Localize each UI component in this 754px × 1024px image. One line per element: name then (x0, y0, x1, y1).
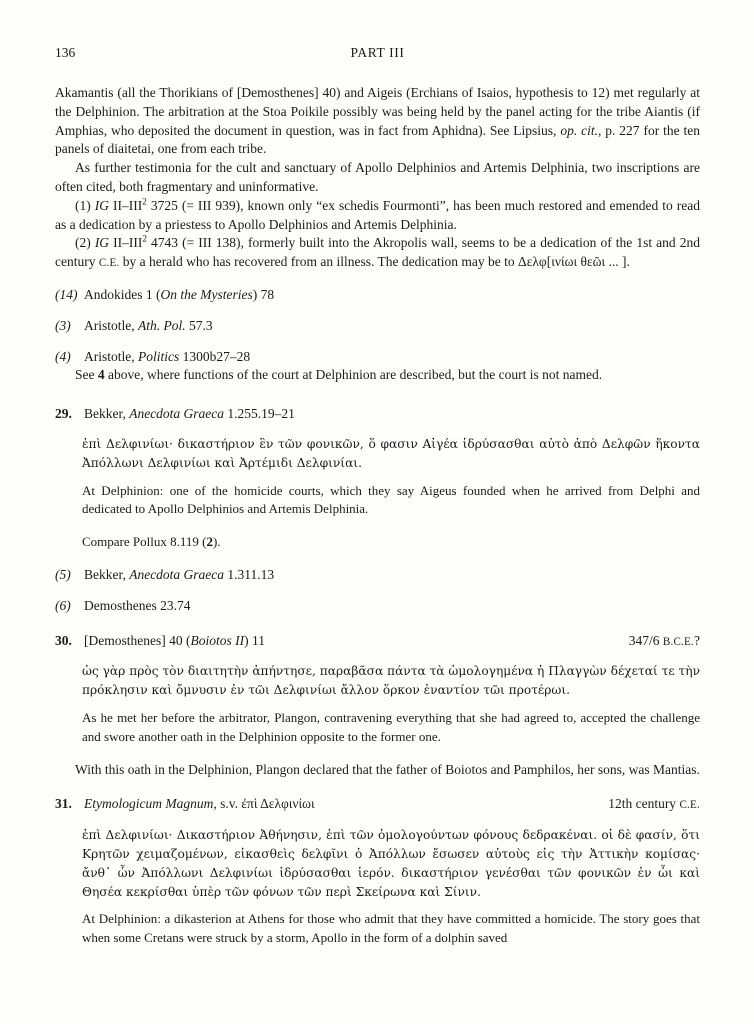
translation-31: At Delphinion: a dikasterion at Athens for those who admit that they have committed a homicide. The story goes that when some Cretans were struck by a storm, Apollo in the form of a dolphin saved (82, 911, 700, 946)
entry-citation: Bekker, Anecdota Graeca 1.311.13 (84, 566, 275, 582)
entry-andokides (55, 286, 700, 305)
entry-number: (4) (55, 348, 71, 364)
greek-quotation-31: ἐπὶ Δελφινίωι· Δικαστήριον Ἀθήνησιν, ἐπὶ τῶν ὁμολογούντων φόνους δεδρακέναι. οἱ δὲ φασίν, ὅτι Κρητῶν χειμαζομένων, εἰκασθεὶς δελφῖνι ὁ Ἀπόλλων ἔσωσεν αὐτοὺς εἰς τὴν Ἀττικὴν κομίσας· ἄνθ᾽ ὧν Ἀπόλλωνι Δελφινίωι ἱδρύσασθαι ἱερόν. δικαστήριον γενέσθαι τῶν φονικῶν ἐν ὧι καὶ Θησέα κεκρίσθαι ὑπὲρ τῶν φόνων τῶν περὶ Σκείρωνα καὶ Σίνιν. (82, 828, 700, 899)
translation-30: As he met her before the arbitrator, Plangon, contravening everything that she had agreed to, accepted the challenge and swore another oath in the Delphinion opposite to the former one. (82, 709, 700, 744)
entry-citation: [Demosthenes] 40 (Boiotos II) 11 (84, 632, 265, 648)
paragraph-inscription-1: (1) IG II–III$^2$ 3725 (= III 939), known only “ex schedis Fourmonti”, has been much restored and emended to read as a dedication by a priestess to Apollo Delphinios and Artemis Delphinia. (55, 196, 701, 232)
entry-date: 347/6 B.C.E.? (628, 632, 700, 648)
paragraph-akamantis: Akamantis (all the Thorikians of [Demosthenes] 40) and Aigeis (Erchians of Isaios, hypothesis to 12) met regularly at the Delphinion. The arbitration at the Stoa Poikile possibly was being held by the panel acting for the tribe Aiantis (if Amphias, who deposited the document in question, was in fact from Aphidna). See Lipsius, op. cit., p. 227 for the ten panels of diaitetai, one from each tribe. (55, 85, 701, 157)
compare-note-29: Compare Pollux 8.119 (2). (82, 534, 221, 550)
entry-30-demosthenes-40 (55, 632, 700, 652)
entry-citation: Andokides 1 (On the Mysteries) 78 (84, 286, 275, 302)
paragraph-inscription-2: (2) IG II–III$^2$ 4743 (= III 138), formerly built into the Akropolis wall, seems to be a dedication of the 1st and 2nd century C.E. by a herald who has recovered from an illness. The dedication may be to Δελφ[ινίωι θεῶι ... ]. (55, 233, 700, 270)
entry-number: 30. (55, 632, 72, 648)
entry-number: 31. (55, 796, 72, 812)
paragraph-oath-comment: With this oath in the Delphinion, Plangon declared that the father of Boiotos and Pamphilos, her sons, was Mantias. (75, 761, 700, 777)
greek-quotation-29: ἐπὶ Δελφινίωι· δικαστήριον ἓν τῶν φονικῶν, ὅ φασιν Αἰγέα ἱδρύσασθαι αὐτὸ ἀπὸ Δελφῶν ἥκοντα Ἀπόλλωνι Δελφινίωι καὶ Ἀρτέμιδι Δελφινίαι. (82, 436, 700, 470)
entry-date: 12th century C.E. (608, 796, 700, 812)
paragraph-testimonia: As further testimonia for the cult and sanctuary of Apollo Delphinios and Artemis Delphinia, two inscriptions are often cited, both fragmentary and uninformative. (55, 160, 700, 194)
part-title: PART III (350, 45, 405, 60)
entry-31-etymologicum (55, 795, 700, 815)
entry-citation: Etymologicum Magnum, s.v. ἐπὶ Δελφινίωι (84, 796, 315, 812)
entry-number: 29. (55, 406, 72, 422)
entry-aristotle-athpol (55, 317, 700, 336)
entry-aristotle-politics (55, 348, 700, 367)
page-number: 136 (55, 45, 76, 60)
entry-number: (14) (55, 286, 78, 302)
translation-29: At Delphinion: one of the homicide courts, which they say Aigeus founded when he arrived from Delphi and dedicated to Apollo Delphinios and Artemis Delphinia. (82, 482, 700, 517)
entry-citation: Aristotle, Ath. Pol. 57.3 (84, 317, 213, 333)
entry-citation: Demosthenes 23.74 (84, 597, 191, 613)
greek-quotation-30: ὡς γὰρ πρὸς τὸν διαιτητὴν ἀπήντησε, παραβᾶσα πάντα τὰ ὡμολογημένα ἡ Πλαγγὼν δέχεταί τε τὴν πρόκλησιν καὶ ὄμνυσιν ἐν τῶι Δελφινίωι ἄλλον ὅρκον ἐναντίον τῶι προτέρωι. (82, 664, 700, 698)
entry-citation: Aristotle, Politics 1300b27–28 (84, 348, 251, 364)
entry-number: (5) (55, 566, 71, 582)
entry-aristotle-politics-note: See 4 above, where functions of the court at Delphinion are described, but the court is not named. (75, 367, 603, 383)
entry-number: (3) (55, 317, 71, 333)
entry-citation: Bekker, Anecdota Graeca 1.255.19–21 (84, 406, 295, 422)
entry-bekker-2 (55, 566, 700, 585)
entry-number: (6) (55, 597, 71, 613)
entry-demosthenes-23 (55, 597, 700, 616)
entry-29-bekker (55, 405, 700, 424)
running-head (55, 44, 700, 63)
